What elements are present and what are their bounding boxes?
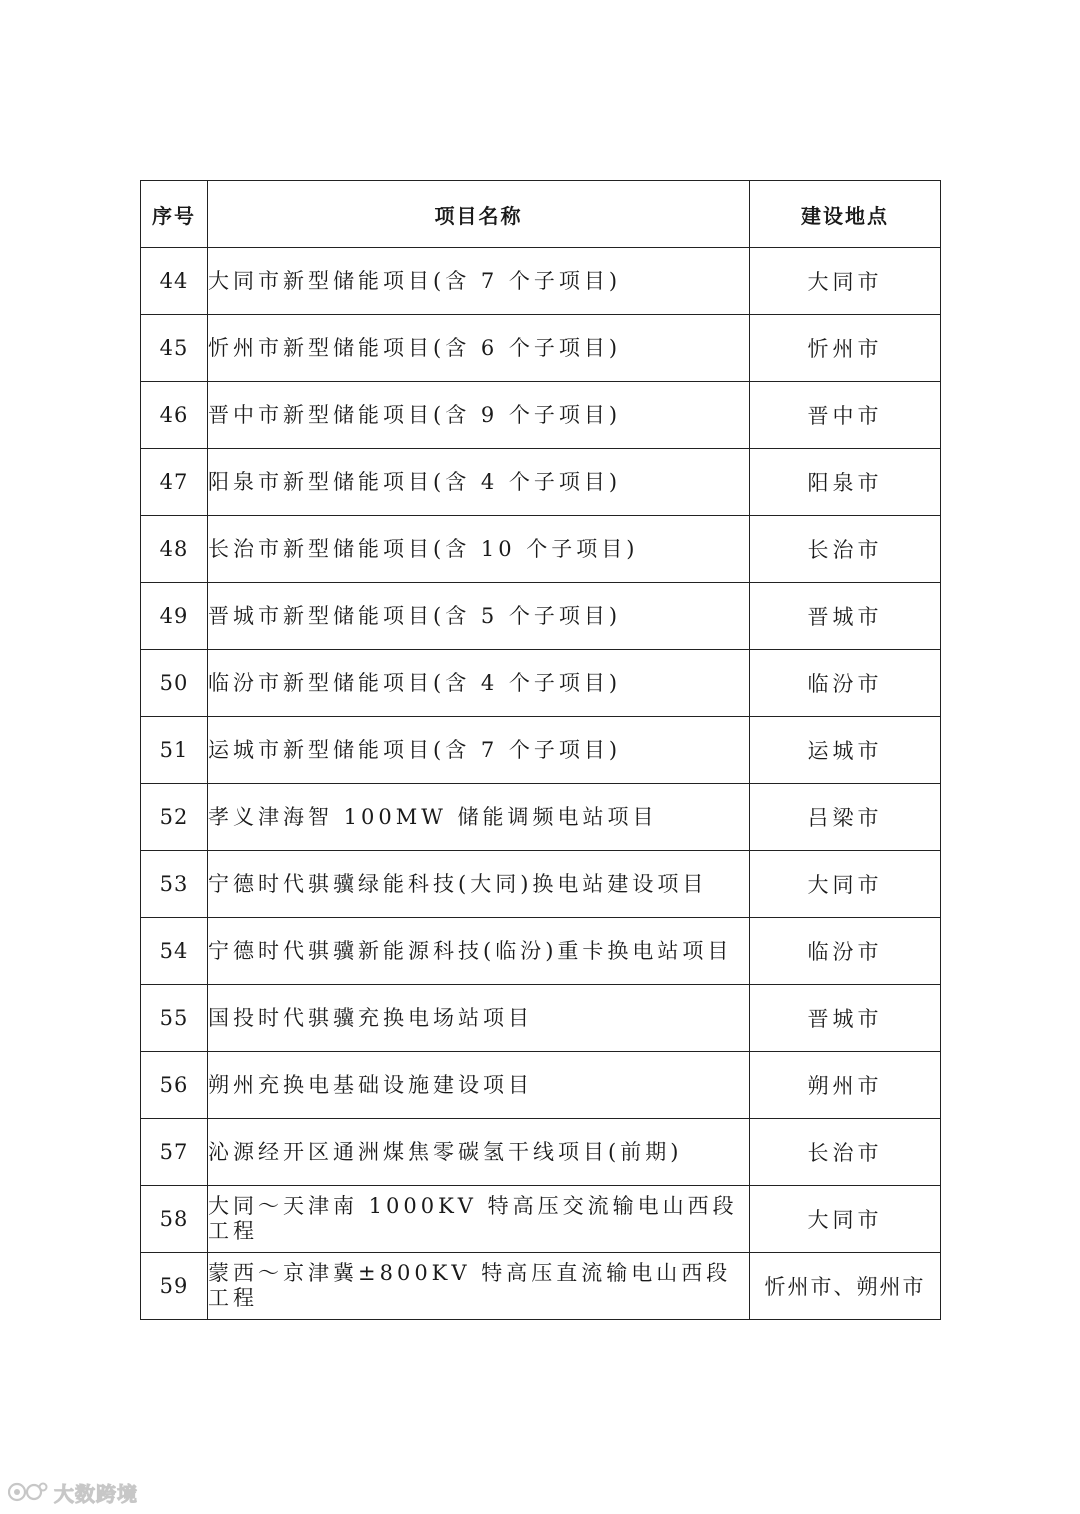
row-name: 忻州市新型储能项目(含 6 个子项目) — [208, 315, 750, 382]
table-row — [141, 583, 941, 650]
table-row — [141, 1186, 941, 1253]
row-no: 58 — [141, 1186, 208, 1253]
row-location: 大同市 — [750, 851, 941, 918]
row-no: 50 — [141, 650, 208, 717]
row-no: 53 — [141, 851, 208, 918]
row-location: 临汾市 — [750, 650, 941, 717]
row-location: 吕梁市 — [750, 784, 941, 851]
row-no: 54 — [141, 918, 208, 985]
row-no: 44 — [141, 248, 208, 315]
row-name: 蒙西～京津冀±800KV 特高压直流输电山西段工程 — [208, 1253, 750, 1320]
row-location: 大同市 — [750, 1186, 941, 1253]
table-row — [141, 1253, 941, 1320]
row-name: 大同市新型储能项目(含 7 个子项目) — [208, 248, 750, 315]
row-no: 59 — [141, 1253, 208, 1320]
header-no: 序号 — [141, 181, 208, 248]
table-row — [141, 1052, 941, 1119]
row-no: 55 — [141, 985, 208, 1052]
row-name: 沁源经开区通洲煤焦零碳氢干线项目(前期) — [208, 1119, 750, 1186]
row-name: 阳泉市新型储能项目(含 4 个子项目) — [208, 449, 750, 516]
row-no: 56 — [141, 1052, 208, 1119]
row-no: 46 — [141, 382, 208, 449]
row-name: 晋城市新型储能项目(含 5 个子项目) — [208, 583, 750, 650]
table-row — [141, 650, 941, 717]
project-table — [140, 180, 941, 1320]
row-location: 长治市 — [750, 516, 941, 583]
table-header-row — [141, 181, 941, 248]
row-no: 47 — [141, 449, 208, 516]
row-no: 57 — [141, 1119, 208, 1186]
row-location: 长治市 — [750, 1119, 941, 1186]
table-row — [141, 382, 941, 449]
table-row — [141, 784, 941, 851]
watermark — [8, 1478, 138, 1506]
row-no: 45 — [141, 315, 208, 382]
brand-logo-icon — [8, 1481, 48, 1503]
row-name: 宁德时代骐骥新能源科技(临汾)重卡换电站项目 — [208, 918, 750, 985]
row-location: 运城市 — [750, 717, 941, 784]
row-name: 长治市新型储能项目(含 10 个子项目) — [208, 516, 750, 583]
table-row — [141, 516, 941, 583]
row-location: 晋城市 — [750, 583, 941, 650]
row-location: 晋城市 — [750, 985, 941, 1052]
row-no: 48 — [141, 516, 208, 583]
table-row — [141, 985, 941, 1052]
row-name: 朔州充换电基础设施建设项目 — [208, 1052, 750, 1119]
table-row — [141, 717, 941, 784]
table-row — [141, 851, 941, 918]
row-location: 大同市 — [750, 248, 941, 315]
table-row — [141, 248, 941, 315]
row-name: 晋中市新型储能项目(含 9 个子项目) — [208, 382, 750, 449]
row-location: 阳泉市 — [750, 449, 941, 516]
table-row — [141, 918, 941, 985]
row-location: 晋中市 — [750, 382, 941, 449]
table-row — [141, 315, 941, 382]
row-no: 51 — [141, 717, 208, 784]
row-name: 临汾市新型储能项目(含 4 个子项目) — [208, 650, 750, 717]
row-name: 运城市新型储能项目(含 7 个子项目) — [208, 717, 750, 784]
row-name: 孝义津海智 100MW 储能调频电站项目 — [208, 784, 750, 851]
row-location: 忻州市、朔州市 — [750, 1253, 941, 1320]
row-location: 临汾市 — [750, 918, 941, 985]
row-no: 49 — [141, 583, 208, 650]
header-location: 建设地点 — [750, 181, 941, 248]
table-row — [141, 449, 941, 516]
row-location: 忻州市 — [750, 315, 941, 382]
header-name: 项目名称 — [208, 181, 750, 248]
row-location: 朔州市 — [750, 1052, 941, 1119]
row-no: 52 — [141, 784, 208, 851]
row-name: 国投时代骐骥充换电场站项目 — [208, 985, 750, 1052]
watermark-text: 大数跨境 — [54, 1481, 138, 1506]
row-name: 大同～天津南 1000KV 特高压交流输电山西段工程 — [208, 1186, 750, 1253]
table-row — [141, 1119, 941, 1186]
row-name: 宁德时代骐骥绿能科技(大同)换电站建设项目 — [208, 851, 750, 918]
